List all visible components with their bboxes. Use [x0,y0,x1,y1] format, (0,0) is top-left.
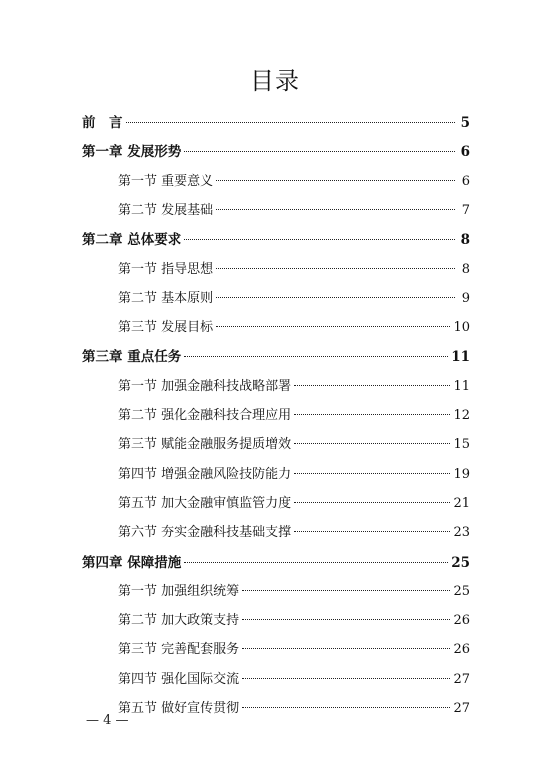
toc-entry-page-number: 5 [460,115,470,131]
toc-section-entry [118,581,470,603]
toc-entry-page-number: 7 [461,202,470,218]
toc-entry-label: 第六节 夯实金融科技基础支撑 [118,525,292,541]
toc-dot-leader [216,180,455,181]
toc-chapter-entry [82,112,470,134]
toc-entry-label: 第一节 指导思想 [118,261,214,277]
toc-section-entry [118,698,470,720]
toc-dot-leader [294,502,450,503]
toc-entry-label: 第二节 基本原则 [118,290,214,306]
toc-dot-leader [294,531,450,532]
toc-chapter-entry [82,346,470,368]
toc-chapter-entry [82,141,470,163]
toc-entry-label: 第一节 加强金融科技战略部署 [118,378,292,394]
toc-dot-leader [184,239,455,240]
toc-dot-leader [242,590,450,591]
toc-entry-label: 第五节 加大金融审慎监管力度 [118,495,292,511]
toc-section-entry [118,288,470,310]
toc-dot-leader [242,707,450,708]
toc-section-entry [118,200,470,222]
toc-entry-page-number: 6 [461,173,470,189]
toc-entry-label: 第一节 重要意义 [118,173,214,189]
toc-dot-leader [242,678,450,679]
toc-section-entry [118,639,470,661]
toc-dot-leader [216,209,455,210]
toc-dot-leader [294,443,450,444]
toc-entry-label: 第二节 强化金融科技合理应用 [118,408,292,423]
toc-entry-page-number: 8 [461,261,470,277]
toc-entry-page-number: 15 [453,437,470,453]
toc-section-entry [118,522,470,544]
toc-entry-page-number: 12 [453,408,470,423]
toc-entry-page-number: 19 [453,466,470,482]
toc-section-entry [118,434,470,456]
toc-dot-leader [242,648,450,649]
toc-section-entry [118,171,470,193]
page-number: — 4 — [86,713,129,728]
toc-entry-label: 第三节 发展目标 [118,320,214,336]
toc-section-entry [118,464,470,486]
toc-entry-page-number: 26 [453,613,470,629]
toc-entry-page-number: 25 [451,554,470,571]
toc-section-entry [118,669,470,691]
toc-entry-page-number: 9 [461,290,470,306]
toc-dot-leader [184,151,455,152]
toc-entry-label: 第四章 保障措施 [82,554,182,571]
toc-dot-leader [126,122,456,123]
toc-entry-page-number: 10 [453,320,470,336]
toc-entry-page-number: 11 [451,349,470,366]
toc-entry-label: 第三节 完善配套服务 [118,642,240,658]
toc-entry-page-number: 23 [453,525,470,541]
toc-section-entry [118,405,470,427]
toc-chapter-entry [82,552,470,574]
toc-section-entry [118,259,470,281]
toc-entry-label: 第三章 重点任务 [82,349,182,366]
toc-entry-label: 前 言 [82,115,123,131]
toc-dot-leader [294,414,450,415]
toc-entry-label: 第四节 增强金融风险技防能力 [118,466,292,482]
toc-entry-label: 第一节 加强组织统筹 [118,583,240,599]
toc-dot-leader [294,385,450,386]
toc-dot-leader [294,473,450,474]
toc-section-entry [118,376,470,398]
toc-entry-page-number: 25 [453,583,470,599]
toc-entry-label: 第一章 发展形势 [82,144,182,161]
toc-entry-page-number: 26 [453,642,470,658]
toc-section-entry [118,317,470,339]
toc-entry-page-number: 11 [453,378,470,394]
toc-entry-page-number: 6 [460,144,470,161]
toc-entry-label: 第二节 加大政策支持 [118,613,240,629]
toc-section-entry [118,610,470,632]
toc-entry-label: 第三节 赋能金融服务提质增效 [118,437,292,453]
toc-entry-label: 第四节 强化国际交流 [118,671,240,687]
toc-chapter-entry [82,229,470,251]
toc-entry-label: 第五节 做好宣传贯彻 [118,701,240,716]
toc-entry-page-number: 27 [453,671,470,687]
toc-dot-leader [216,268,455,269]
toc-entry-page-number: 21 [453,495,470,511]
toc-section-entry [118,493,470,515]
toc-entry-label: 第二节 发展基础 [118,202,214,218]
page-title: 目录 [250,67,300,95]
toc-dot-leader [242,619,450,620]
toc-dot-leader [184,356,448,357]
toc-dot-leader [216,326,450,327]
toc-dot-leader [184,562,448,563]
toc-entry-page-number: 8 [460,232,470,249]
toc-entry-page-number: 27 [453,701,470,716]
toc-entry-label: 第二章 总体要求 [82,232,182,249]
toc-dot-leader [216,297,455,298]
